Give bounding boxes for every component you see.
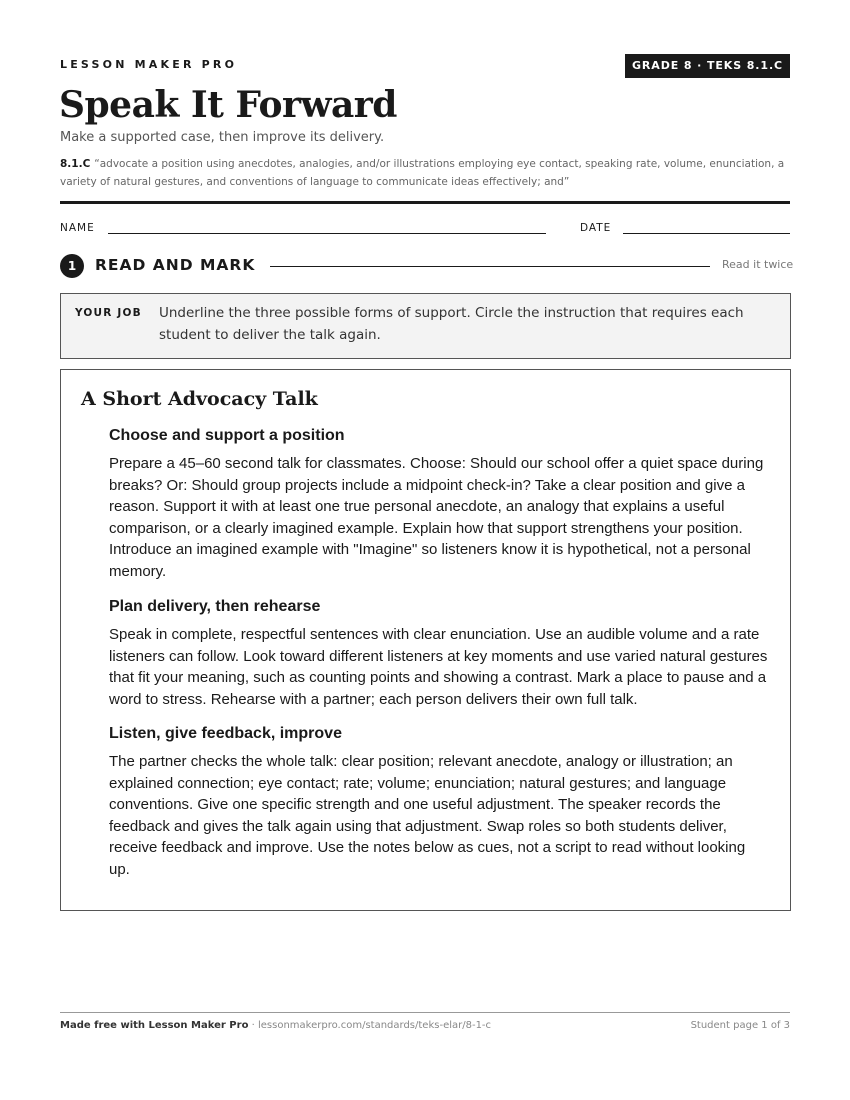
your-job-instructions: Underline the three possible forms of support. Circle the instruction that requires each student to deliver the talk again. [159, 305, 744, 343]
name-field[interactable] [108, 233, 546, 234]
footer-divider [60, 1012, 790, 1013]
reading-passage [60, 369, 791, 911]
passage-paragraph: Prepare a 45–60 second talk for classmates. Choose: Should our school offer a quiet space during breaks? Or: Should group projects include a midpoint check-in? Take a clear position and give a reason. Support it with at least one true personal anecdote, an analogy that explains a useful comparison, or a clearly imagined example. Explain how that support strengthens your position. Introduce an imagined example with "Imagine" so listeners know it is hypothetical, not a personal memory. [109, 455, 764, 580]
brand-name: LESSON MAKER PRO [60, 58, 238, 71]
footer-separator: · [248, 1020, 258, 1031]
section-note: Read it twice [722, 258, 794, 271]
standard-statement [60, 155, 795, 191]
standard-text: “advocate a position using anecdotes, analogies, and/or illustrations employing eye contact, speaking rate, volume, enunciation, a variety of natural gestures, and conventions of language to communicate ideas effectively; and” [60, 158, 785, 188]
passage-heading: Listen, give feedback, improve [109, 725, 342, 742]
standard-code: 8.1.C [60, 158, 91, 170]
passage-paragraph: The partner checks the whole talk: clear position; relevant anecdote, analogy or illustration; an explained connection; eye contact; rate; volume; enunciation; natural gestures; and language conventions. Give one specific strength and one useful adjustment. The speaker records the feedback and gives the talk again using that adjustment. Swap roles so both students deliver, receive feedback and improve. Use the notes below as cues, not a script to read without looking up. [109, 753, 746, 878]
your-job-label: YOUR JOB [75, 307, 142, 319]
date-field[interactable] [623, 233, 790, 234]
footer-credit [60, 1020, 491, 1031]
section-divider [270, 266, 710, 267]
your-job-box [60, 293, 791, 359]
date-label: DATE [580, 222, 612, 234]
footer-page-number: Student page 1 of 3 [690, 1020, 790, 1031]
footer-url[interactable]: lessonmakerpro.com/standards/teks-elar/8-1-c [257, 1020, 492, 1031]
grade-badge: GRADE 8 · TEKS 8.1.C [625, 54, 790, 78]
name-label: NAME [60, 222, 95, 234]
section-title: READ AND MARK [95, 256, 256, 274]
section-number-badge: 1 [60, 254, 84, 278]
passage-heading: Choose and support a position [109, 427, 345, 444]
page-title: Speak It Forward [59, 84, 397, 126]
footer-made-with: Made free with Lesson Maker Pro [60, 1020, 249, 1031]
header-divider [60, 201, 790, 204]
page-subtitle: Make a supported case, then improve its delivery. [60, 130, 385, 145]
passage-paragraph: Speak in complete, respectful sentences with clear enunciation. Use an audible volume and a rate listeners can follow. Look toward different listeners at key moments and use varied natural gestures that fit your meaning, such as counting points and showing a contrast. Mark a place to pause and a word to stress. Rehearse with a partner; each person delivers their own full talk. [109, 626, 768, 708]
passage-title: A Short Advocacy Talk [81, 388, 318, 410]
passage-heading: Plan delivery, then rehearse [109, 598, 321, 615]
